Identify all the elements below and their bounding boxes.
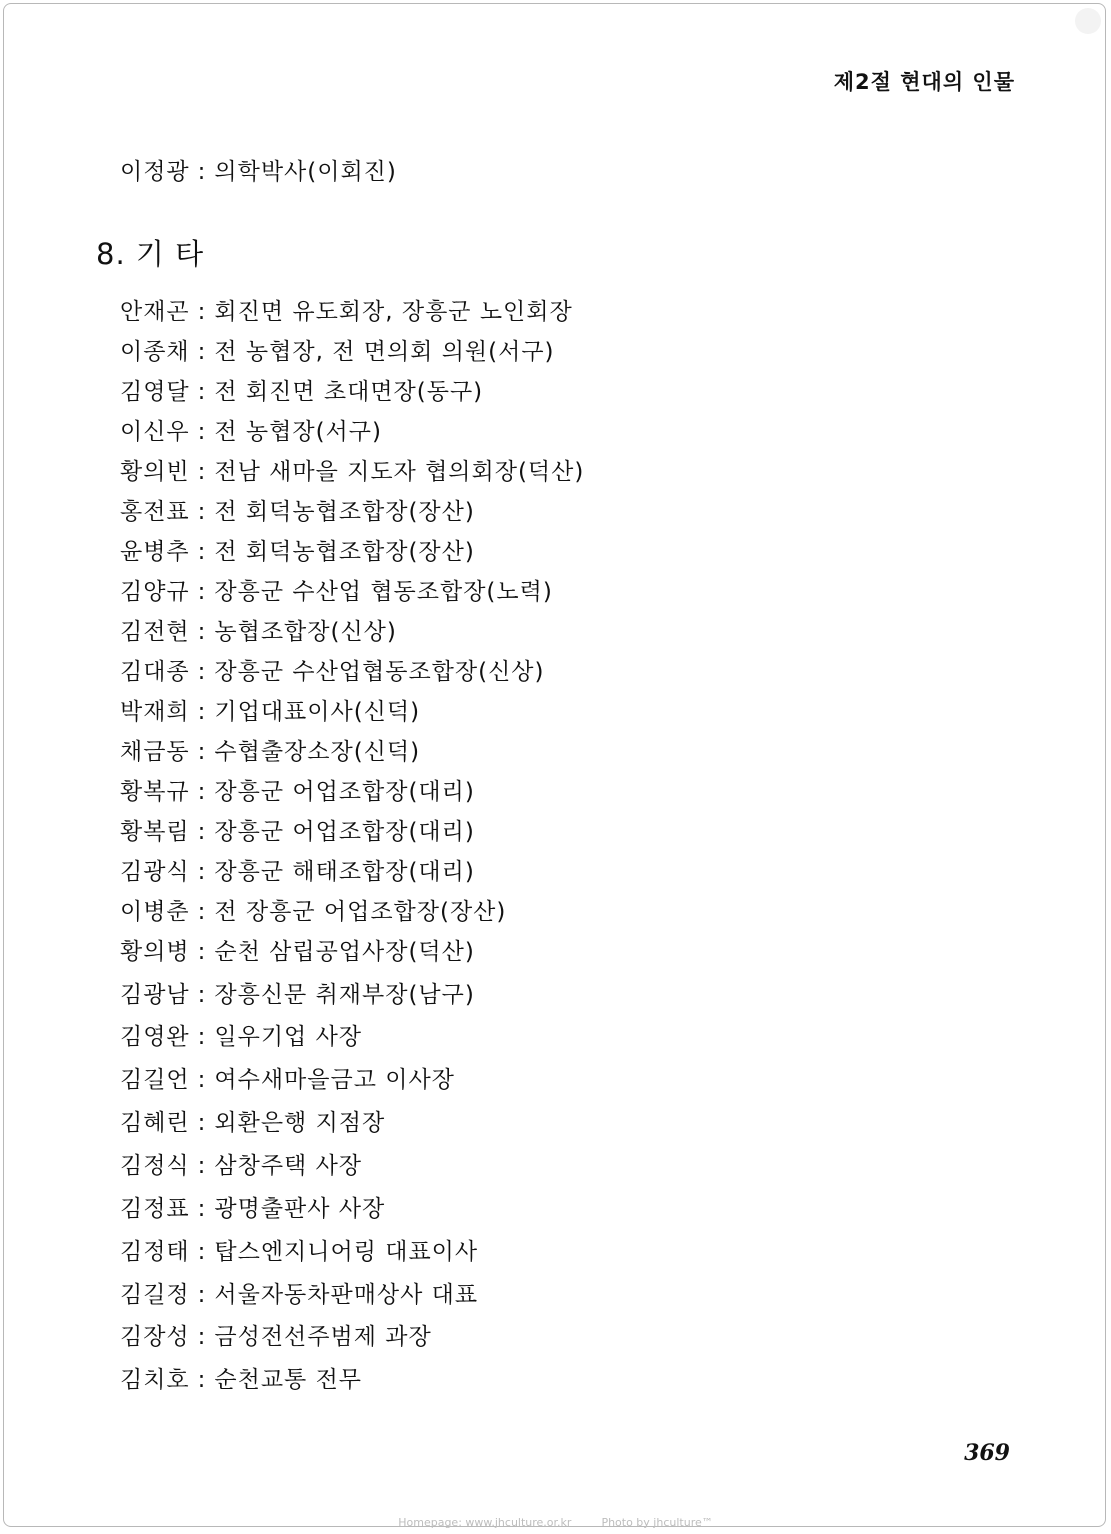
person-name: 김대종 — [120, 659, 190, 685]
separator: : — [197, 1367, 207, 1393]
person-name: 김광식 — [120, 859, 190, 885]
separator: : — [197, 739, 207, 765]
person-name: 박재희 — [120, 699, 190, 725]
separator: : — [197, 1282, 207, 1308]
person-entry — [120, 153, 397, 186]
person-name: 이신우 — [120, 419, 190, 445]
person-name: 윤병추 — [120, 539, 190, 565]
person-description: 전 회진면 초대면장(동구) — [214, 379, 484, 405]
separator: : — [197, 1110, 207, 1136]
page-corner-mark — [1075, 8, 1101, 34]
separator: : — [197, 859, 207, 885]
person-description: 서울자동차판매상사 대표 — [214, 1282, 479, 1308]
person-name: 김영달 — [120, 379, 190, 405]
person-entry — [120, 976, 475, 1009]
separator: : — [197, 619, 207, 645]
page-number: 369 — [964, 1440, 1010, 1466]
person-name: 김치호 — [120, 1367, 190, 1393]
person-name: 김영완 — [120, 1024, 190, 1050]
person-name: 이병춘 — [120, 899, 190, 925]
separator: : — [197, 499, 207, 525]
person-entry — [120, 493, 475, 526]
person-description: 장흥군 수산업협동조합장(신상) — [214, 659, 545, 685]
person-entry — [120, 1018, 362, 1051]
separator: : — [197, 379, 207, 405]
separator: : — [197, 659, 207, 685]
person-name: 황의병 — [120, 939, 190, 965]
person-description: 전남 새마을 지도자 협의회장(덕산) — [214, 459, 585, 485]
person-description: 장흥군 어업조합장(대리) — [214, 819, 475, 845]
footer-photo-credit: Photo by jhculture™ — [601, 1516, 713, 1529]
person-description: 일우기업 사장 — [214, 1024, 363, 1050]
person-description: 장흥신문 취재부장(남구) — [214, 982, 475, 1008]
person-description: 전 회덕농협조합장(장산) — [214, 539, 475, 565]
separator: : — [197, 779, 207, 805]
person-name: 김혜린 — [120, 1110, 190, 1136]
separator: : — [197, 982, 207, 1008]
person-name: 채금동 — [120, 739, 190, 765]
footer-homepage: Homepage: www.jhculture.or.kr — [398, 1516, 572, 1529]
separator: : — [197, 579, 207, 605]
person-entry — [120, 1318, 432, 1351]
person-description: 여수새마을금고 이사장 — [214, 1067, 455, 1093]
person-name: 이정광 — [120, 159, 190, 185]
person-description: 전 장흥군 어업조합장(장산) — [214, 899, 507, 925]
separator: : — [197, 539, 207, 565]
person-description: 장흥군 어업조합장(대리) — [214, 779, 475, 805]
person-name: 홍전표 — [120, 499, 190, 525]
separator: : — [197, 699, 207, 725]
separator: : — [197, 459, 207, 485]
separator: : — [197, 1067, 207, 1093]
person-entry — [120, 333, 555, 366]
person-entry — [120, 1233, 478, 1266]
person-name: 황복림 — [120, 819, 190, 845]
person-description: 수협출장소장(신덕) — [214, 739, 421, 765]
person-description: 의학박사(이회진) — [214, 159, 397, 185]
person-description: 삼창주택 사장 — [214, 1153, 363, 1179]
person-description: 전 농협장, 전 면의회 의원(서구) — [214, 339, 555, 365]
person-entry — [120, 653, 545, 686]
person-name: 김정태 — [120, 1239, 190, 1265]
person-description: 순천 삼립공업사장(덕산) — [214, 939, 475, 965]
person-entry — [120, 773, 475, 806]
person-entry — [120, 613, 397, 646]
separator: : — [197, 819, 207, 845]
person-description: 전 농협장(서구) — [214, 419, 382, 445]
separator: : — [197, 1324, 207, 1350]
person-entry — [120, 1190, 385, 1223]
person-name: 이종채 — [120, 339, 190, 365]
person-name: 김정식 — [120, 1153, 190, 1179]
person-name: 김길정 — [120, 1282, 190, 1308]
person-description: 회진면 유도회장, 장흥군 노인회장 — [214, 299, 573, 325]
person-description: 장흥군 해태조합장(대리) — [214, 859, 475, 885]
person-entry — [120, 693, 420, 726]
person-entry — [120, 293, 573, 326]
person-name: 김장성 — [120, 1324, 190, 1350]
person-entry — [120, 1276, 478, 1309]
person-entry — [120, 573, 553, 606]
separator: : — [197, 339, 207, 365]
person-name: 김전현 — [120, 619, 190, 645]
person-entry — [120, 1147, 362, 1180]
person-entry — [120, 1061, 455, 1094]
separator: : — [197, 939, 207, 965]
person-entry — [120, 1361, 362, 1394]
person-description: 외환은행 지점장 — [214, 1110, 386, 1136]
section-title: 8. 기 타 — [96, 237, 205, 271]
person-entry — [120, 853, 475, 886]
separator: : — [197, 899, 207, 925]
separator: : — [197, 1024, 207, 1050]
person-name: 김정표 — [120, 1196, 190, 1222]
separator: : — [197, 299, 207, 325]
person-name: 안재곤 — [120, 299, 190, 325]
person-entry — [120, 1104, 385, 1137]
person-entry — [120, 893, 506, 926]
separator: : — [197, 159, 207, 185]
person-entry — [120, 933, 475, 966]
person-entry — [120, 733, 420, 766]
person-description: 기업대표이사(신덕) — [214, 699, 421, 725]
separator: : — [197, 1196, 207, 1222]
person-description: 전 회덕농협조합장(장산) — [214, 499, 475, 525]
person-description: 탑스엔지니어링 대표이사 — [214, 1239, 479, 1265]
person-description: 순천교통 전무 — [214, 1367, 363, 1393]
person-description: 광명출판사 사장 — [214, 1196, 386, 1222]
person-entry — [120, 813, 475, 846]
separator: : — [197, 419, 207, 445]
person-entry — [120, 413, 382, 446]
person-name: 황복규 — [120, 779, 190, 805]
separator: : — [197, 1153, 207, 1179]
person-entry — [120, 453, 584, 486]
person-entry — [120, 373, 483, 406]
running-header: 제2절 현대의 인물 — [833, 70, 1015, 94]
separator: : — [197, 1239, 207, 1265]
person-name: 김길언 — [120, 1067, 190, 1093]
person-description: 농협조합장(신상) — [214, 619, 397, 645]
person-entry — [120, 533, 475, 566]
person-description: 장흥군 수산업 협동조합장(노력) — [214, 579, 553, 605]
person-name: 김광남 — [120, 982, 190, 1008]
person-name: 황의빈 — [120, 459, 190, 485]
person-name: 김양규 — [120, 579, 190, 605]
person-description: 금성전선주범제 과장 — [214, 1324, 432, 1350]
footer-credit — [0, 1516, 1111, 1529]
